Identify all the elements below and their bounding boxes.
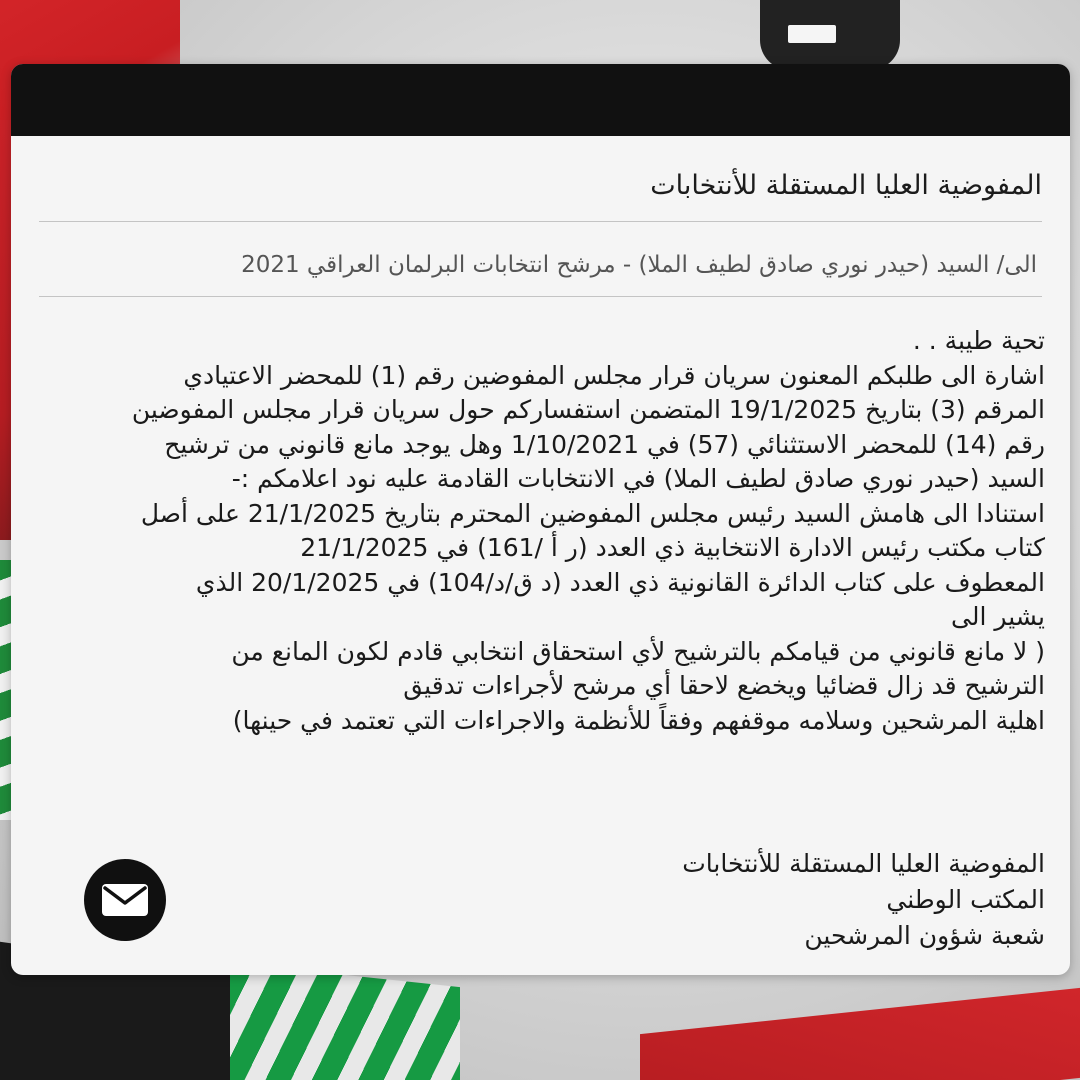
card-header-bar	[11, 64, 1070, 136]
body-line: ( لا مانع قانوني من قيامكم بالترشيح لأي استحقاق انتخابي قادم لكون المانع من	[231, 636, 1045, 666]
signature-office: المكتب الوطني	[886, 885, 1045, 914]
background-figure	[760, 0, 900, 70]
organization-title: المفوضية العليا المستقلة للأنتخابات	[650, 170, 1042, 201]
letter-body	[35, 324, 1045, 738]
body-line: يشير الى	[951, 602, 1045, 631]
signature-department: شعبة شؤون المرشحين	[804, 921, 1045, 950]
recipient-line: الى/ السيد (حيدر نوري صادق لطيف الملا) - مرشح انتخابات البرلمان العراقي 2021	[241, 252, 1037, 278]
flag-red-stripe-bottom	[640, 986, 1080, 1080]
body-line: استنادا الى هامش السيد رئيس مجلس المفوضين المحترم بتاريخ 21/1/2025 على أصل	[140, 498, 1045, 528]
body-line: اهلية المرشحين وسلامه موقفهم وفقاً للأنظمة والاجراءات التي تعتمد في حينها)	[232, 705, 1045, 735]
mail-icon	[100, 882, 150, 918]
signature-organization: المفوضية العليا المستقلة للأنتخابات	[682, 849, 1045, 878]
body-line: رقم (14) للمحضر الاستثنائي (57) في 1/10/2021 وهل يوجد مانع قانوني من ترشيح	[164, 429, 1045, 459]
body-line: كتاب مكتب رئيس الادارة الانتخابية ذي العدد (ر أ /161) في 21/1/2025	[300, 533, 1045, 562]
divider	[39, 296, 1042, 297]
letter-card	[11, 64, 1070, 975]
flag-green-script-bottom	[230, 963, 460, 1080]
body-line: اشارة الى طلبكم المعنون سريان قرار مجلس المفوضين رقم (1) للمحضر الاعتيادي	[183, 360, 1045, 390]
divider	[39, 221, 1042, 222]
body-line: المعطوف على كتاب الدائرة القانونية ذي العدد (د ق/د/104) في 20/1/2025 الذي	[195, 567, 1045, 597]
body-line: تحية طيبة . .	[912, 326, 1045, 355]
signature-block	[682, 846, 1045, 954]
body-line: السيد (حيدر نوري صادق لطيف الملا) في الانتخابات القادمة عليه نود اعلامكم :-	[231, 464, 1045, 493]
body-line: المرقم (3) بتاريخ 19/1/2025 المتضمن استفساركم حول سريان قرار مجلس المفوضين	[131, 395, 1045, 424]
body-line: الترشيح قد زال قضائيا ويخضع لاحقا أي مرشح لأجراءات تدقيق	[403, 671, 1045, 700]
mail-button[interactable]	[84, 859, 166, 941]
